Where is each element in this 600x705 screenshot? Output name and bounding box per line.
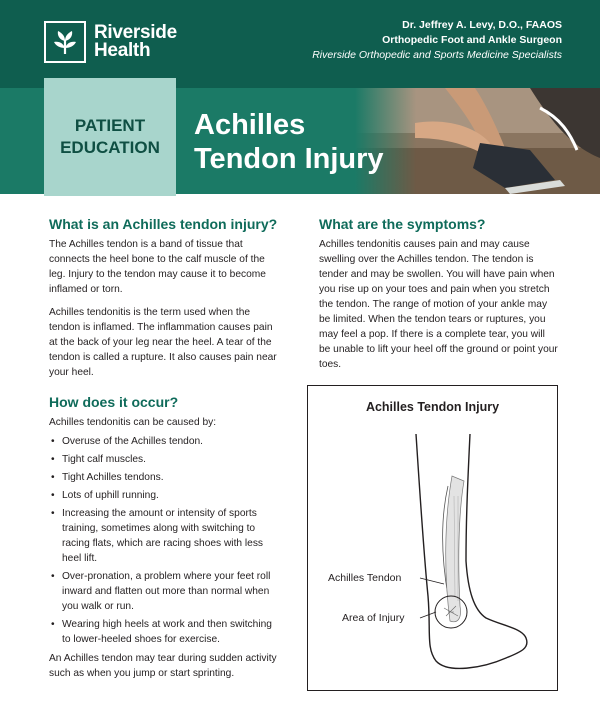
doctor-title: Orthopedic Foot and Ankle Surgeon	[382, 34, 562, 46]
right-column	[319, 216, 559, 380]
list-item: • Increasing the amount or intensity of sports training, sometimes along with switching to racing flats, which are racing shoes with less heel lift.	[49, 506, 281, 566]
logo-line2: Health	[94, 40, 151, 61]
illustration-panel	[307, 385, 558, 691]
illustration-title: Achilles Tendon Injury	[365, 400, 500, 414]
logo-line1: Riverside	[94, 22, 177, 43]
patient-education-badge	[44, 78, 176, 196]
list-item: • Lots of uphill running.	[49, 488, 281, 503]
leg-heel-illustration	[308, 386, 559, 692]
list-item: • Tight calf muscles.	[49, 452, 281, 467]
list-item: • Tight Achilles tendons.	[49, 470, 281, 485]
causes-list	[49, 434, 281, 647]
badge-line1: PATIENT	[74, 116, 146, 135]
riverside-health-logo	[44, 21, 177, 63]
label-achilles-tendon: Achilles Tendon	[328, 572, 402, 584]
what-is-heading: What is an Achilles tendon injury?	[49, 216, 278, 232]
title-line1: Achilles	[194, 109, 306, 141]
left-column	[49, 216, 281, 689]
logo-mark	[44, 21, 86, 63]
label-area-of-injury: Area of Injury	[342, 612, 405, 624]
what-is-paragraph-2: Achilles tendonitis is the term used when the tendon is inflamed. The inflammation causes pain at the back of your leg near the heel. A tear of the tendon is called a rupture. It also causes pain near your heel.	[49, 307, 277, 378]
how-occur-intro: Achilles tendonitis can be caused by:	[49, 417, 217, 428]
how-occur-closing: An Achilles tendon may tear during sudden activity such as when you jump or start sprinting.	[49, 653, 277, 679]
badge-line2: EDUCATION	[60, 138, 160, 157]
doctor-info	[312, 18, 562, 63]
symptoms-paragraph: Achilles tendonitis causes pain and may cause swelling over the Achilles tendon. The tendon is tender and may be swollen. You will have pain when you rise up on your toes and pain when you stretch the tendon. The range of motion of your ankle may be limited. When the tendon tears or ruptures, you may feel a pop. If there is a complete tear, you will be unable to lift your heel off the ground or point your toes.	[319, 239, 558, 370]
page-title	[194, 108, 384, 176]
runner-ankle-photo	[355, 88, 600, 194]
what-is-paragraph-1: The Achilles tendon is a band of tissue that connects the heel bone to the calf muscle of the leg. Injury to the tendon may cause it to become inflamed or torn.	[49, 239, 266, 295]
plant-icon	[50, 27, 80, 57]
how-occur-heading: How does it occur?	[49, 394, 179, 410]
title-line2: Tendon Injury	[194, 143, 384, 175]
list-item: • Overuse of the Achilles tendon.	[49, 434, 281, 449]
practice-name: Riverside Orthopedic and Sports Medicine Specialists	[312, 49, 562, 61]
logo-wordmark	[94, 24, 177, 60]
list-item: • Over-pronation, a problem where your feet roll inward and flatten out more than normal when you walk or run.	[49, 569, 281, 614]
list-item: • Wearing high heels at work and then switching to lower-heeled shoes for exercise.	[49, 617, 281, 647]
symptoms-heading: What are the symptoms?	[319, 216, 486, 232]
doctor-name: Dr. Jeffrey A. Levy, D.O., FAAOS	[402, 19, 562, 31]
header-band	[0, 0, 600, 88]
